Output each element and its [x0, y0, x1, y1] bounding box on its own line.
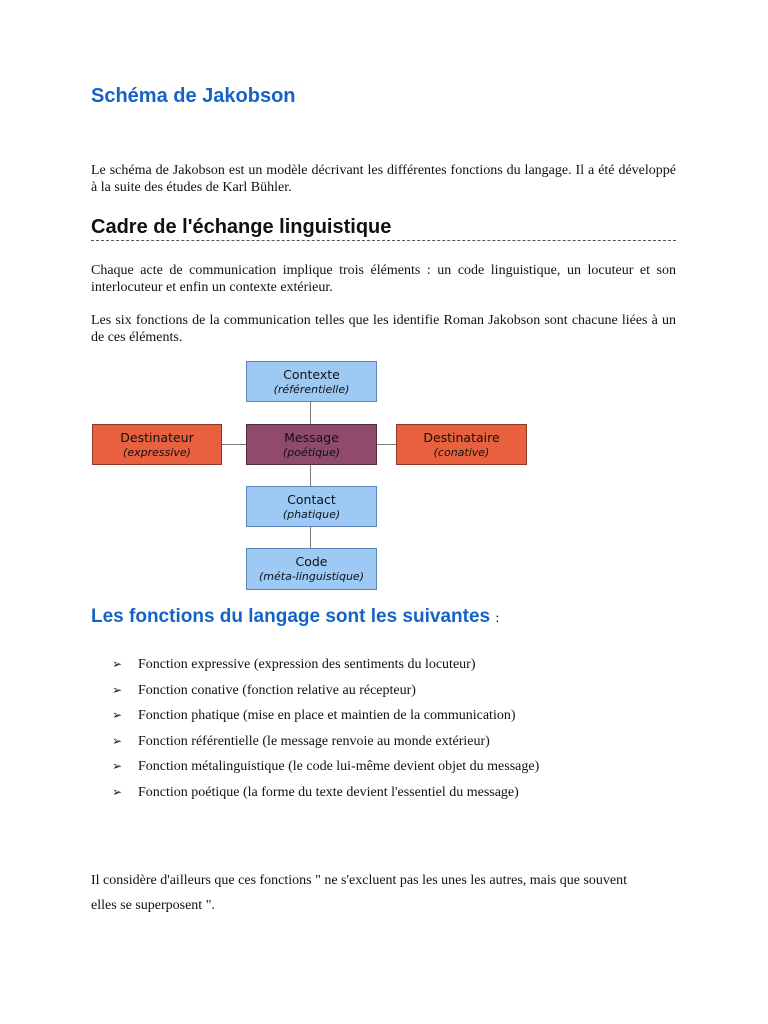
box-contact [246, 486, 377, 527]
connector-line [222, 444, 246, 445]
section-heading-cadre: Cadre de l'échange linguistique [91, 216, 676, 241]
paragraph-six-functions: Les six fonctions de la communication telles que les identifie Roman Jakobson sont chacune liées à un de ces éléments. [91, 313, 676, 345]
section-heading-fonctions [91, 606, 499, 628]
arrowhead-bullet-icon: ➢ [112, 682, 123, 697]
section-heading-text: Les fonctions du langage sont les suivantes [91, 606, 491, 627]
box-function: (méta-linguistique) [258, 570, 364, 583]
box-label: Message [284, 430, 339, 445]
functions-list [112, 656, 539, 809]
box-code [246, 548, 377, 590]
section-heading-colon: : [495, 611, 500, 626]
connector-line [310, 527, 311, 548]
box-function: (phatique) [282, 508, 341, 521]
box-label: Contact [287, 492, 336, 507]
box-function: (poétique) [282, 446, 341, 459]
connector-line [310, 465, 311, 486]
arrowhead-bullet-icon: ➢ [112, 657, 123, 671]
box-destinataire [396, 424, 527, 465]
intro-paragraph: Le schéma de Jakobson est un modèle décrivant les différentes fonctions du langage. Il a été développé à la suite des études de Karl Bühler. [91, 163, 676, 195]
box-label: Code [295, 554, 328, 569]
list-item: ➢ Fonction poétique (la forme du texte devient l'essentiel du message) [112, 784, 519, 800]
arrowhead-bullet-icon: ➢ [112, 759, 123, 773]
list-item: ➢ Fonction conative (fonction relative au récepteur) [112, 682, 416, 698]
box-label: Contexte [283, 367, 340, 382]
box-contexte [246, 361, 377, 402]
box-label: Destinataire [423, 430, 500, 445]
list-item: ➢ Fonction métalinguistique (le code lui-même devient objet du message) [112, 759, 540, 774]
page-title: Schéma de Jakobson [91, 85, 296, 107]
list-item: ➢ Fonction phatique (mise en place et maintien de la communication) [112, 708, 516, 723]
list-item: ➢ Fonction référentielle (le message renvoie au monde extérieur) [112, 733, 490, 749]
paragraph-elements: Chaque acte de communication implique trois éléments : un code linguistique, un locuteur et son interlocuteur et enfin un contexte extérieur. [91, 263, 676, 295]
connector-line [310, 402, 311, 424]
arrowhead-bullet-icon: ➢ [112, 708, 123, 722]
box-function: (conative) [433, 446, 490, 459]
box-label: Destinateur [120, 430, 194, 445]
box-message [246, 424, 377, 465]
list-item: ➢ Fonction expressive (expression des sentiments du locuteur) [112, 657, 476, 672]
connector-line [376, 444, 396, 445]
box-destinateur [92, 424, 222, 465]
closing-paragraph: Il considère d'ailleurs que ces fonctions " ne s'excluent pas les unes les autres, mais que souvent elles se superposent ". [91, 873, 627, 913]
box-function: (référentielle) [273, 383, 350, 396]
box-function: (expressive) [123, 446, 191, 459]
arrowhead-bullet-icon: ➢ [112, 733, 123, 748]
arrowhead-bullet-icon: ➢ [112, 784, 123, 799]
